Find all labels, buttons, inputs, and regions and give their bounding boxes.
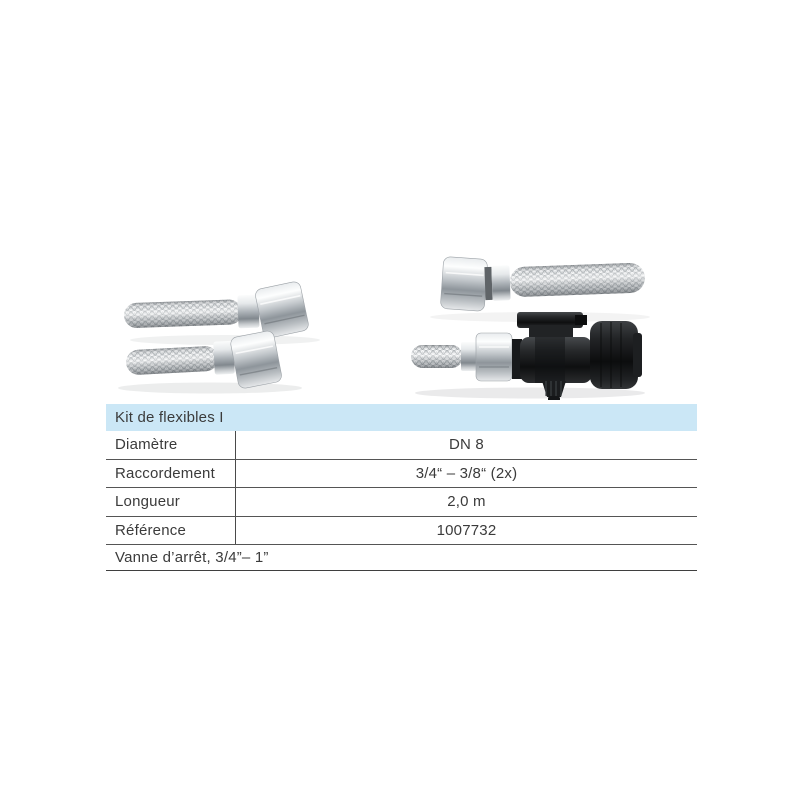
table-row: [106, 431, 697, 460]
spec-value-raccordement: 3/4“ – 3/8“ (2x): [415, 464, 518, 482]
table-row: [106, 517, 697, 546]
spec-table-footer: [106, 545, 697, 571]
shutoff-valve-illustration: [405, 245, 665, 400]
braided-hoses-illustration: [110, 248, 320, 398]
flex-hose-and-shutoff-valve-photo: [405, 245, 665, 400]
spec-table-title-bar: [106, 404, 697, 431]
spec-label-longueur: Longueur: [106, 488, 236, 516]
table-row: [106, 460, 697, 489]
spec-value-diametre: DN 8: [449, 436, 484, 454]
spec-footer-text: Vanne d’arrêt, 3/4”– 1”: [115, 549, 269, 566]
spec-value-longueur: 2,0 m: [447, 493, 486, 511]
spec-label-reference: Référence: [106, 517, 236, 545]
spec-table-title: Kit de flexibles I: [115, 409, 224, 426]
braided-flex-hoses-pair-photo: [110, 248, 320, 398]
table-row: [106, 488, 697, 517]
spec-label-diametre: Diamètre: [106, 431, 236, 459]
spec-table: [106, 404, 697, 571]
spec-value-reference: 1007732: [436, 521, 497, 539]
spec-label-raccordement: Raccordement: [106, 460, 236, 488]
